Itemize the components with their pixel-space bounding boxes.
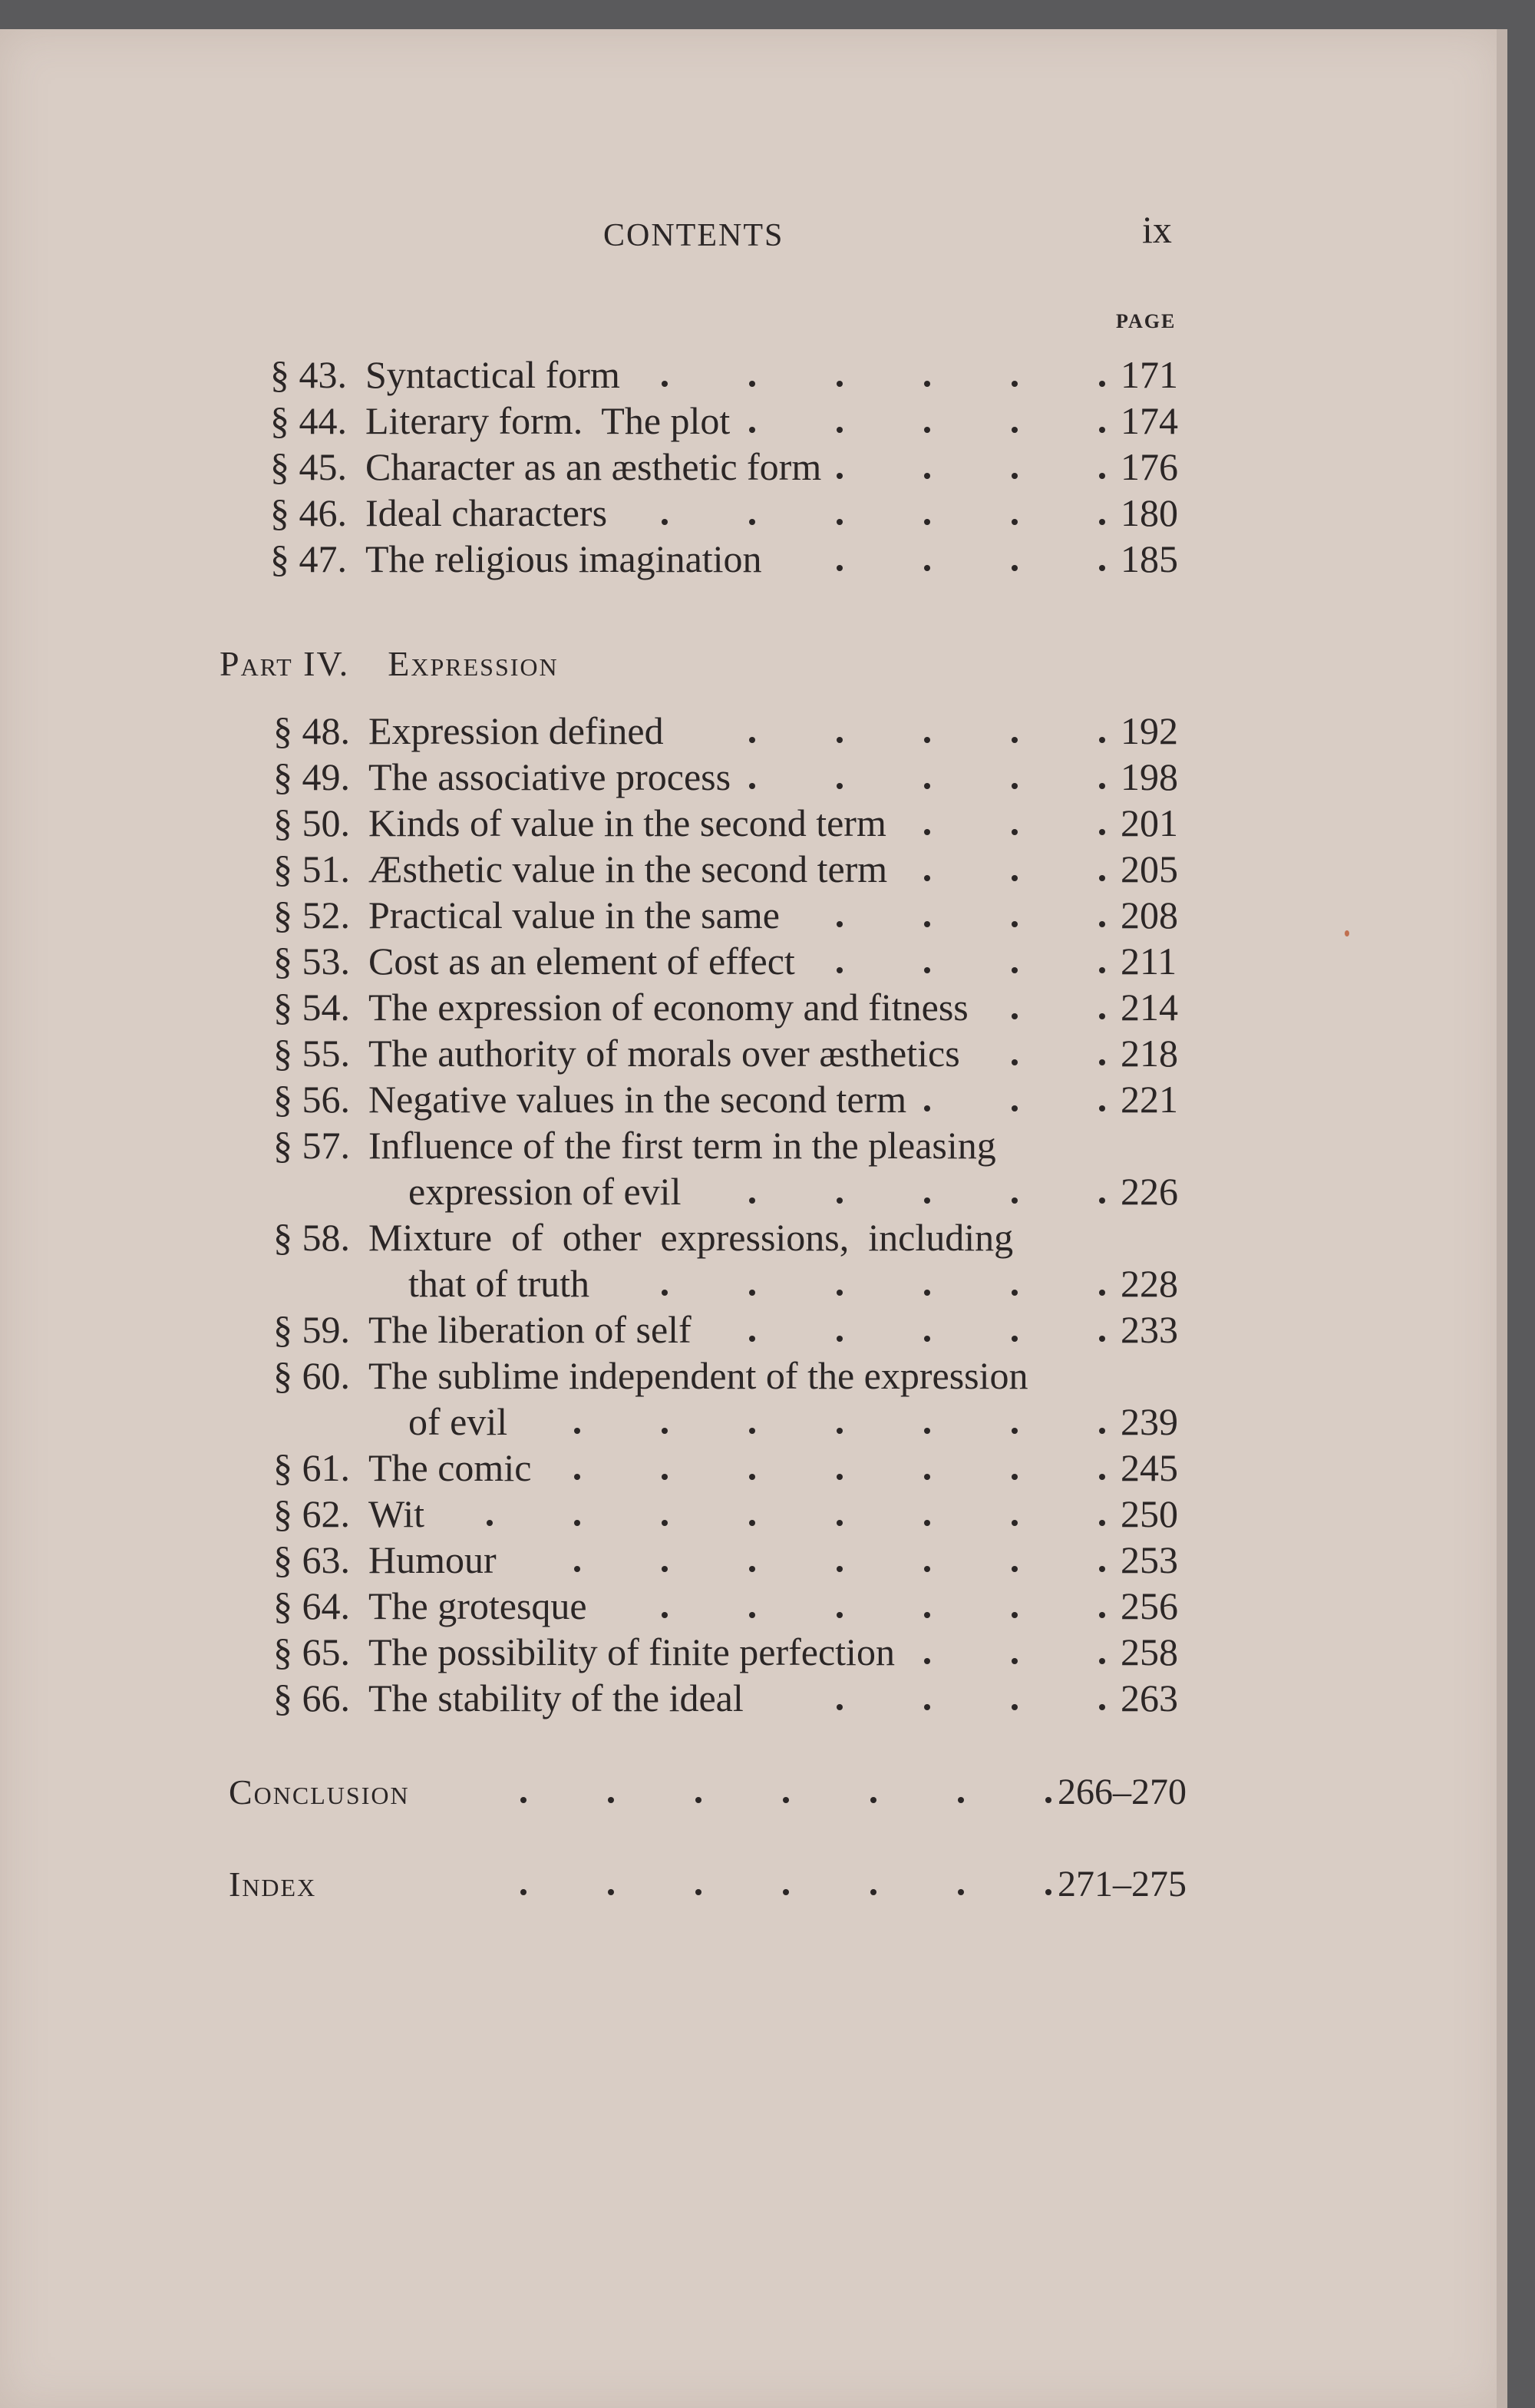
entry-title: Practical value in the same	[368, 894, 780, 936]
leader-dot	[662, 1612, 668, 1618]
leader-dot	[1012, 1658, 1018, 1664]
leader-dot	[924, 921, 930, 927]
section-number: § 59.	[273, 1308, 350, 1351]
leader-dot	[837, 519, 843, 525]
leader-dot	[924, 967, 930, 973]
leader-dot	[870, 1889, 876, 1895]
leader-dot	[783, 1797, 789, 1803]
toc-entry	[273, 938, 1197, 984]
leader-dot	[924, 829, 930, 835]
leader-dot	[749, 1520, 755, 1526]
leader-dot	[924, 875, 930, 881]
leader-dot	[924, 473, 930, 479]
entry-title: The religious imagination	[365, 537, 762, 580]
leader-dot	[958, 1889, 964, 1895]
part-label: Part IV.	[220, 644, 350, 683]
section-number: § 63.	[273, 1538, 350, 1581]
section-number: § 49.	[273, 755, 350, 798]
leader-dot	[662, 1566, 668, 1572]
page-ref: 174	[1121, 399, 1178, 442]
leader-dot	[837, 427, 843, 433]
section-number: § 57.	[273, 1124, 350, 1167]
leader-dot	[837, 967, 843, 973]
leader-dot	[749, 1612, 755, 1618]
page-ref: 245	[1121, 1446, 1178, 1489]
back-matter-pages: 266–270	[1058, 1772, 1187, 1812]
leader-dot	[837, 473, 843, 479]
leader-dot	[1012, 519, 1018, 525]
page-ref: 253	[1121, 1538, 1178, 1581]
leader-dot	[924, 519, 930, 525]
entry-title: Expression defined	[368, 709, 664, 752]
leader-dot	[749, 1197, 755, 1204]
back-matter-pages: 271–275	[1058, 1864, 1187, 1904]
section-number: § 47.	[270, 537, 347, 580]
leader-dot	[520, 1797, 527, 1803]
leader-dot	[924, 1704, 930, 1710]
toc-entry	[270, 444, 1197, 490]
leader-dot	[924, 1105, 930, 1112]
leader-dot	[1099, 1336, 1105, 1342]
page-ref: 192	[1121, 709, 1178, 752]
leader-dot	[1012, 427, 1018, 433]
leader-dot	[662, 1474, 668, 1480]
leader-dot	[749, 519, 755, 525]
toc-entry	[273, 1445, 1197, 1491]
toc-entry	[273, 1353, 1197, 1445]
leader-dot	[1099, 565, 1105, 571]
page-ref: 205	[1121, 847, 1178, 890]
leader-dot	[924, 737, 930, 743]
leader-dot	[1012, 1704, 1018, 1710]
section-number: § 58.	[273, 1216, 350, 1259]
entry-title: The stability of the ideal	[368, 1676, 744, 1719]
leader-dot	[1099, 737, 1105, 743]
toc-entry	[273, 1122, 1197, 1214]
page-ref: 214	[1121, 986, 1178, 1029]
entry-title: The grotesque	[368, 1584, 587, 1627]
leader-dot	[1099, 783, 1105, 789]
leader-dot	[1012, 1612, 1018, 1618]
leader-dot	[1099, 1428, 1105, 1434]
leader-dot	[1012, 381, 1018, 387]
leader-dot	[837, 381, 843, 387]
entry-title: Character as an æsthetic form	[365, 445, 822, 488]
leader-dot	[749, 1336, 755, 1342]
entry-title: Ideal characters	[365, 491, 608, 534]
leader-dot	[924, 427, 930, 433]
section-number: § 54.	[273, 986, 350, 1029]
leader-dot	[837, 1566, 843, 1572]
leader-dot	[924, 1197, 930, 1204]
leader-dot	[749, 1428, 755, 1434]
toc-entry	[270, 536, 1197, 582]
leader-dot	[1099, 1474, 1105, 1480]
page-ref: 256	[1121, 1584, 1178, 1627]
leader-dot	[662, 1290, 668, 1296]
toc-entry	[273, 800, 1197, 846]
page-ref: 218	[1121, 1032, 1178, 1075]
toc-entry	[273, 1675, 1197, 1721]
toc-entry	[273, 1629, 1197, 1675]
section-number: § 66.	[273, 1676, 350, 1719]
page-ref: 176	[1121, 445, 1178, 488]
entry-title: Wit	[368, 1492, 424, 1535]
section-number: § 44.	[270, 399, 347, 442]
leader-dot	[837, 1520, 843, 1526]
leader-dot	[1099, 1704, 1105, 1710]
toc-entry	[273, 708, 1197, 754]
toc-entry	[273, 1214, 1197, 1306]
page-ref: 221	[1121, 1078, 1178, 1121]
section-number: § 61.	[273, 1446, 350, 1489]
section-number: § 46.	[270, 491, 347, 534]
leader-dot	[1099, 427, 1105, 433]
page-column-label: PAGE	[1116, 310, 1177, 332]
section-number: § 53.	[273, 940, 350, 983]
leader-dot	[574, 1566, 580, 1572]
page-ref: 201	[1121, 801, 1178, 844]
toc-entry	[273, 1030, 1197, 1076]
page-ref: 180	[1121, 491, 1178, 534]
page-edge	[1497, 29, 1507, 2408]
leader-dot	[1012, 875, 1018, 881]
entry-title: Cost as an element of effect	[368, 940, 795, 983]
leader-dot	[924, 1428, 930, 1434]
page-ref: 250	[1121, 1492, 1178, 1535]
back-matter-title: Index	[229, 1865, 317, 1904]
leader-dot	[1012, 1520, 1018, 1526]
leader-dot	[749, 427, 755, 433]
back-matter-title: Conclusion	[229, 1772, 410, 1812]
toc-entry	[273, 846, 1197, 892]
leader-dot	[924, 1658, 930, 1664]
leader-dot	[837, 1474, 843, 1480]
leader-dot	[1012, 1566, 1018, 1572]
leader-dot	[574, 1428, 580, 1434]
leader-dot	[1099, 1612, 1105, 1618]
toc-entry	[270, 490, 1197, 536]
leader-dot	[662, 1428, 668, 1434]
page-ref: 198	[1121, 755, 1178, 798]
entry-title: Influence of the first term in the pleasing	[368, 1124, 996, 1167]
toc-entry	[273, 1583, 1197, 1629]
leader-dot	[924, 1520, 930, 1526]
entry-title: The liberation of self	[368, 1308, 692, 1351]
leader-dot	[574, 1474, 580, 1480]
leader-dot	[924, 1474, 930, 1480]
leader-dot	[1099, 921, 1105, 927]
leader-dot	[837, 737, 843, 743]
leader-dot	[1012, 967, 1018, 973]
leader-dot	[662, 381, 668, 387]
page-ref: 263	[1121, 1676, 1178, 1719]
back-matter-conclusion	[229, 1769, 1187, 1815]
section-number: § 65.	[273, 1630, 350, 1673]
leader-dot	[574, 1520, 580, 1526]
entry-title: Negative values in the second term	[368, 1078, 907, 1121]
leader-dot	[1099, 519, 1105, 525]
leader-dot	[1012, 1059, 1018, 1065]
toc-entry	[273, 1306, 1197, 1353]
entry-title: The possibility of finite perfection	[368, 1630, 895, 1673]
paper-speck	[1345, 930, 1349, 936]
section-number: § 45.	[270, 445, 347, 488]
leader-dot	[1099, 381, 1105, 387]
leader-dot	[749, 381, 755, 387]
page-ref: 226	[1121, 1170, 1178, 1213]
leader-dot	[749, 737, 755, 743]
leader-dot	[837, 1290, 843, 1296]
page-ref: 228	[1121, 1262, 1178, 1305]
leader-dot	[662, 1520, 668, 1526]
leader-dot	[1012, 1336, 1018, 1342]
leader-dot	[1099, 1566, 1105, 1572]
toc-entry	[273, 892, 1197, 938]
leader-dot	[749, 1290, 755, 1296]
entry-title-continued: that of truth	[408, 1262, 590, 1305]
page-ref: 185	[1121, 537, 1178, 580]
leader-dot	[837, 783, 843, 789]
leader-dot	[749, 783, 755, 789]
leader-dot	[958, 1797, 964, 1803]
leader-dot	[1012, 565, 1018, 571]
leader-dot	[837, 921, 843, 927]
toc-entry	[270, 398, 1197, 444]
section-number: § 52.	[273, 894, 350, 936]
leader-dot	[1012, 783, 1018, 789]
leader-dot	[1045, 1797, 1051, 1803]
leader-dot	[1099, 473, 1105, 479]
section-number: § 51.	[273, 847, 350, 890]
entry-title-continued: of evil	[408, 1400, 508, 1443]
leader-dot	[1099, 1658, 1105, 1664]
leader-dot	[924, 381, 930, 387]
leader-dot	[1012, 1105, 1018, 1112]
toc-entry	[273, 984, 1197, 1030]
toc-entry	[273, 1076, 1197, 1122]
leader-dot	[783, 1889, 789, 1895]
leader-dot	[1045, 1889, 1051, 1895]
leader-dot	[749, 1474, 755, 1480]
leader-dot	[608, 1797, 614, 1803]
toc-entry	[270, 352, 1197, 398]
leader-dot	[1012, 1474, 1018, 1480]
leader-dot	[520, 1889, 527, 1895]
leader-dot	[487, 1520, 493, 1526]
leader-dot	[837, 565, 843, 571]
leader-dot	[837, 1197, 843, 1204]
leader-dot	[924, 783, 930, 789]
leader-dot	[1012, 921, 1018, 927]
section-number: § 60.	[273, 1354, 350, 1397]
page-ref: 239	[1121, 1400, 1178, 1443]
entry-title: The comic	[368, 1446, 532, 1489]
part-title: Expression	[388, 644, 559, 683]
leader-dot	[1012, 473, 1018, 479]
page-ref: 258	[1121, 1630, 1178, 1673]
section-number: § 64.	[273, 1584, 350, 1627]
entry-title: Humour	[368, 1538, 497, 1581]
section-number: § 62.	[273, 1492, 350, 1535]
part-heading	[220, 643, 559, 684]
entry-title: Æsthetic value in the second term	[368, 847, 888, 890]
toc-entry	[273, 1491, 1197, 1537]
section-number: § 50.	[273, 801, 350, 844]
leader-dot	[1099, 1520, 1105, 1526]
leader-dot	[837, 1428, 843, 1434]
toc-entry	[273, 754, 1197, 800]
leader-dot	[1099, 1059, 1105, 1065]
entry-title: The sublime independent of the expression	[368, 1354, 1028, 1397]
leader-dot	[1099, 1290, 1105, 1296]
leader-dot	[1012, 829, 1018, 835]
leader-dot	[924, 565, 930, 571]
entry-title: The expression of economy and fitness	[368, 986, 969, 1029]
running-header-title: CONTENTS	[603, 218, 784, 253]
leader-dot	[837, 1612, 843, 1618]
entry-title-continued: expression of evil	[408, 1170, 682, 1213]
leader-dot	[837, 1336, 843, 1342]
leader-dot	[1012, 1013, 1018, 1019]
entry-title: Mixture of other expressions, including	[368, 1216, 1014, 1259]
leader-dot	[695, 1797, 701, 1803]
leader-dot	[1012, 1428, 1018, 1434]
toc-entry	[273, 1537, 1197, 1583]
page-ref: 211	[1121, 940, 1177, 983]
leader-dot	[924, 1612, 930, 1618]
page-ref: 233	[1121, 1308, 1178, 1351]
leader-dot	[1099, 1105, 1105, 1112]
leader-dot	[608, 1889, 614, 1895]
entry-title: The associative process	[368, 755, 731, 798]
section-number: § 56.	[273, 1078, 350, 1121]
leader-dot	[924, 1566, 930, 1572]
leader-dot	[1012, 737, 1018, 743]
leader-dot	[924, 1290, 930, 1296]
entry-title: The authority of morals over æsthetics	[368, 1032, 960, 1075]
leader-dot	[924, 1336, 930, 1342]
leader-dot	[1099, 967, 1105, 973]
page-ref: 208	[1121, 894, 1178, 936]
section-number: § 55.	[273, 1032, 350, 1075]
page-ref: 171	[1121, 353, 1178, 396]
entry-title: Syntactical form	[365, 353, 620, 396]
page-number: ix	[1142, 208, 1172, 251]
entry-title: Literary form. The plot	[365, 399, 731, 442]
leader-dot	[1099, 1197, 1105, 1204]
entry-title: Kinds of value in the second term	[368, 801, 886, 844]
leader-dot	[837, 1704, 843, 1710]
leader-dot	[1012, 1290, 1018, 1296]
leader-dot	[1099, 1013, 1105, 1019]
section-number: § 48.	[273, 709, 350, 752]
leader-dot	[662, 519, 668, 525]
leader-dot	[749, 1566, 755, 1572]
back-matter-index	[229, 1861, 1187, 1908]
leader-dot	[1012, 1197, 1018, 1204]
leader-dot	[695, 1889, 701, 1895]
section-number: § 43.	[270, 353, 347, 396]
leader-dot	[870, 1797, 876, 1803]
leader-dot	[1099, 875, 1105, 881]
leader-dot	[1099, 829, 1105, 835]
